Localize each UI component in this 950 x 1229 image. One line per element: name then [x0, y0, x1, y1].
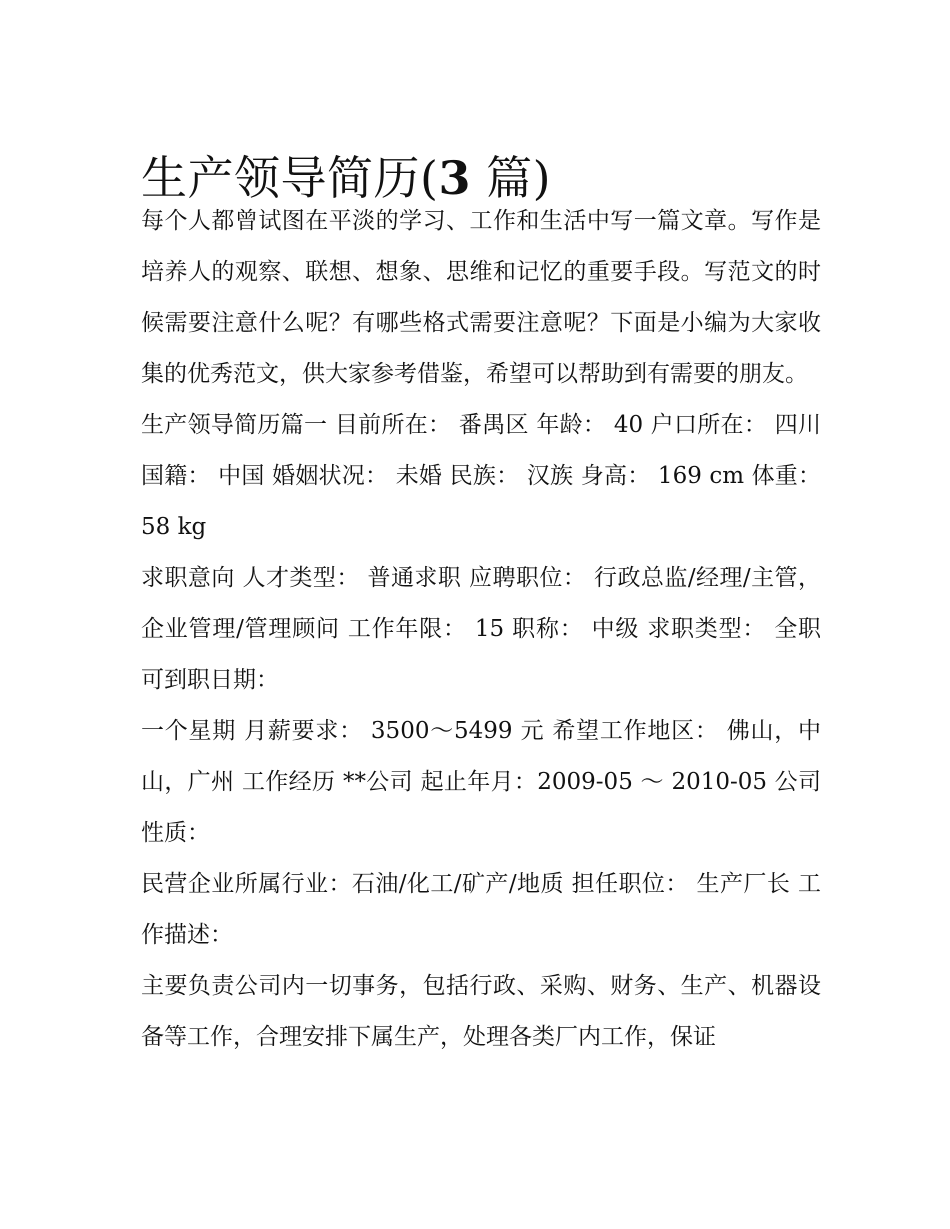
intro-paragraph: 每个人都曾试图在平淡的学习、工作和生活中写一篇文章。写作是培养人的观察、联想、想象、思维和记忆的重要手段。写范文的时候需要注意什么呢？有哪些格式需要注意呢？下面是小编为大家收集的优秀范文，供大家参考借鉴，希望可以帮助到有需要的朋友。	[141, 208, 821, 387]
document-body	[141, 196, 821, 1063]
title-text-start: 生产领导简历(	[141, 150, 439, 205]
job-description-paragraph: 主要负责公司内一切事务，包括行政、采购、财务、生产、机器设备等工作，合理安排下属生产，处理各类厂内工作，保证	[141, 973, 821, 1050]
salary-experience-paragraph: 一个星期 月薪要求： 3500～5499 元 希望工作地区： 佛山，中山，广州 工作经历 **公司 起止年月：2009-05 ～ 2010-05 公司性质：	[141, 718, 821, 846]
company-industry-paragraph: 民营企业所属行业：石油/化工/矿产/地质 担任职位： 生产厂长 工作描述：	[141, 871, 821, 948]
title-count: 3	[438, 150, 471, 205]
personal-info-paragraph: 生产领导简历篇一 目前所在： 番禺区 年龄： 40 户口所在： 四川 国籍： 中国 婚姻状况： 未婚 民族： 汉族 身高： 169 cm 体重： 58 kg	[141, 412, 821, 540]
job-intention-paragraph: 求职意向 人才类型： 普通求职 应聘职位： 行政总监/经理/主管，企业管理/管理顾问 工作年限： 15 职称： 中级 求职类型： 全职 可到职日期：	[141, 565, 821, 693]
title-text-end: 篇)	[470, 150, 552, 205]
